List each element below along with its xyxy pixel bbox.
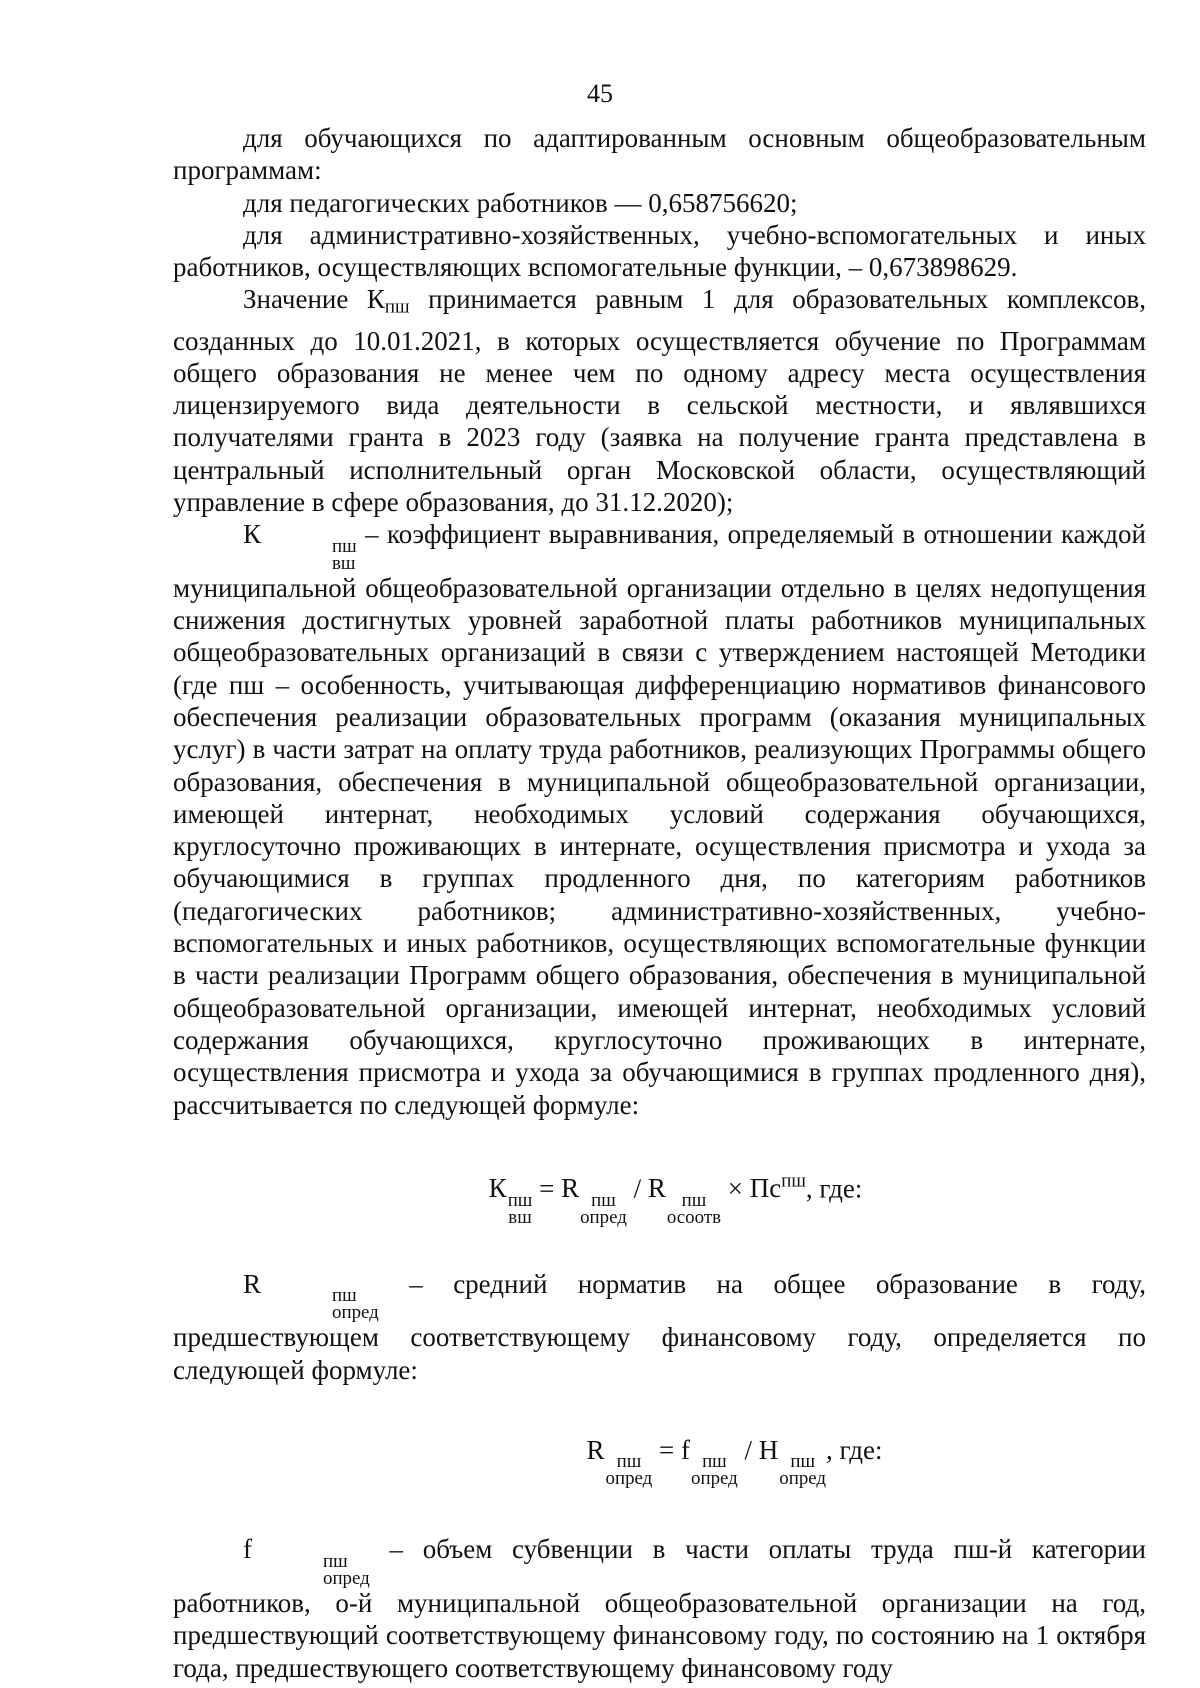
ropred-definition: – средний норматив на общее образование в году, предшествующем соответствующему финансовому году, определяется по следующей формуле: [173, 1268, 1146, 1385]
page-body [173, 122, 1146, 1684]
ropred-symbol: R пш опред [243, 1268, 379, 1324]
paragraph-subvention-volume [173, 1533, 1146, 1683]
paragraph-adapted-programs: для обучающихся по адаптированным основным общеобразовательным программам: [173, 123, 1146, 186]
paragraph-average-norm [173, 1268, 1146, 1386]
kpsh-prefix: Значение К [243, 284, 385, 315]
page-number: 45 [587, 79, 613, 108]
kvsh-definition: – коэффициент выравнивания, определяемый в отношении каждой муниципальной общеобразовательной организации отдельно в целях недопущения снижения достигнутых уровней заработной платы работников муниципальных общеобразовательных организаций в связи с утверждением настоящей Методики (где пш – особенность, учитывающая дифференциацию нормативов финансового обеспечения реализации образовательных программ (оказания муниципальных услуг) в части затрат на оплату труда работников, реализующих Программы общего образования, обеспечения в муниципальной общеобразовательной организации, имеющей интернат, необходимых условий содержания обучающихся, круглосуточно проживающих в интернате, осуществления присмотра и ухода за обучающимися в группах продленного дня, по категориям работников (педагогических работников; административно-хозяйственных, учебно-вспомогательных и иных работников, осуществляющих вспомогательные функции в части реализации Программ общего образования, обеспечения в муниципальной общеобразовательной организации, имеющей интернат, необходимых условий содержания обучающихся, круглосуточно проживающих в интернате, осуществления присмотра и ухода за обучающимися в группах продленного дня), рассчитывается по следующей формуле: [173, 519, 1146, 1120]
kpsh-subscript: пш [384, 297, 410, 319]
paragraph-kpsh-value [173, 283, 1146, 518]
kpsh-text: принимается равным 1 для образовательных комплексов, созданных до 10.01.2021, в которых осуществляется обучение по Программам общего образования не менее чем по одному адресу места осуществления лицензируемого вида деятельности в сельской местности, и являвшихся получателями гранта в 2023 году (заявка на получение гранта представлена в центральный исполнительный орган Московской области, осуществляющий управление в сфере образования, до 31.12.2020); [173, 284, 1146, 517]
fopred-symbol: f пш опред [243, 1534, 370, 1589]
paragraph-admin-coefficient: для административно-хозяйственных, учебно-вспомогательных и иных работников, осуществляющих вспомогательные функции, – 0,673898629. [173, 219, 1146, 283]
formula-kvsh: К пш вш = R пш опред / R пш осоотв × $Пс^{пш}$, где: [488, 1170, 863, 1228]
kvsh-symbol: К пш вш [243, 519, 357, 574]
fopred-definition: – объем субвенции в части оплаты труда пш-й категории работников, о-й муниципальной общеобразовательной организации на год, предшествующий соответствующему финансовому году, по состоянию на 1 октября года, предшествующего соответствующему финансовому году [173, 1534, 1146, 1683]
paragraph-pedagogical-coefficient: для педагогических работников — 0,658756620; [243, 187, 798, 218]
formula-ropred: R пш опред = f пш опред / Н пш опред , где: [586, 1434, 883, 1490]
paragraph-alignment-coefficient [173, 518, 1146, 1121]
